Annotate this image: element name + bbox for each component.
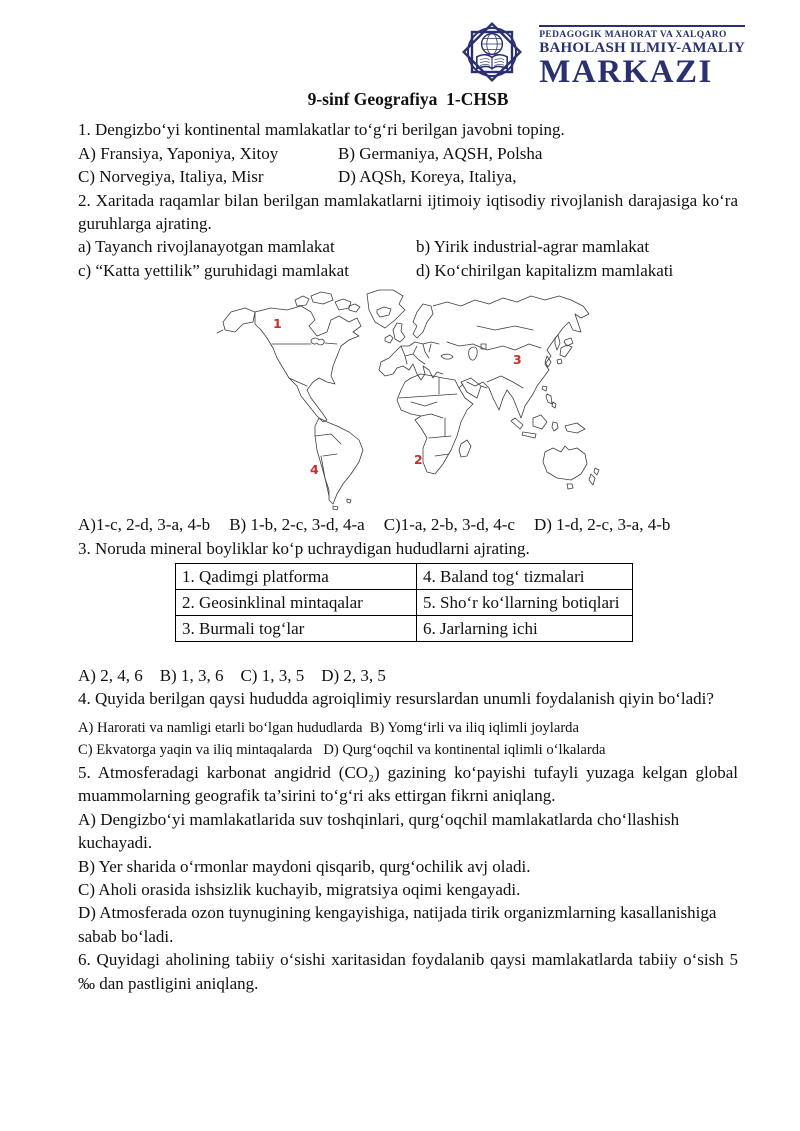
q5-option-a: A) Dengizbo‘yi mamlakatlarida suv toshqinlari, qurg‘oqchil mamlakatlarda cho‘llashish kuchayadi.	[78, 809, 680, 853]
q3-text: 3. Noruda mineral boyliklar ko‘p uchraydigan hududlarni ajrating.	[78, 538, 530, 558]
test-content	[78, 88, 738, 995]
q3-answer-c: C) 1, 3, 5	[240, 666, 305, 686]
q5-option-b: B) Yer sharida o‘rmonlar maydoni qisqarib, qurg‘ochilik avj oladi.	[78, 856, 531, 876]
table-row	[176, 564, 633, 590]
map-marker-2: 2	[414, 452, 423, 468]
q5-text: 5. Atmosferadagi karbonat angidrid (CO₂) gazining ko‘payishi tufayli yuzaga kelgan global muammolarning geografik ta’sirini to‘g‘ri aks ettirgan fikrni aniqlang.	[78, 762, 738, 806]
q3-cell-1: 1. Qadimgi platforma	[176, 564, 417, 590]
q2-option-d: d) Ko‘chirilgan kapitalizm mamlakati	[416, 260, 674, 280]
world-map-figure	[215, 286, 610, 511]
q1-option-d: D) AQSh, Koreya, Italiya,	[338, 167, 517, 187]
q2-options-row1	[78, 235, 738, 258]
q3-answer-b: B) 1, 3, 6	[159, 666, 224, 686]
q2-answer-d: D) 1-d, 2-c, 3-a, 4-b	[533, 515, 671, 535]
logo-line3: MARKAZI	[539, 54, 713, 91]
q4-options-line1: A) Harorati va namligi etarli bo‘lgan hududlarda B) Yomg‘irli va iliq iqlimli joylarda	[78, 719, 579, 736]
q3-answers-row	[78, 664, 738, 687]
q4-options-line2: C) Ekvatorga yaqin va iliq mintaqalarda D) Qurg‘oqchil va kontinental iqlimli o‘lkalarda	[78, 741, 606, 758]
q1-options-row1	[78, 142, 738, 165]
q5-option-d: D) Atmosferada ozon tuynugining kengayishiga, natijada tirik organizmlarning kasallanishiga sabab bo‘ladi.	[78, 903, 717, 946]
logo-line2: BAHOLASH ILMIY-AMALIY	[539, 40, 745, 57]
q3-cell-4: 4. Baland tog‘ tizmalari	[417, 564, 633, 590]
q2-answer-b: B) 1-b, 2-c, 3-d, 4-a	[229, 515, 365, 535]
q1-text: 1. Dengizbo‘yi kontinental mamlakatlar to‘g‘ri berilgan javobni toping.	[78, 120, 565, 140]
q2-option-b: b) Yirik industrial-agrar mamlakat	[416, 237, 650, 257]
q2-text: 2. Xaritada raqamlar bilan berilgan mamlakatlarni ijtimoiy iqtisodiy rivojlanish darajasiga ko‘ra guruhlarga ajrating.	[78, 190, 738, 234]
q1-option-b: B) Germaniya, AQSH, Polsha	[338, 143, 543, 163]
q5-option-c: C) Aholi orasida ishsizlik kuchayib, migratsiya oqimi kengayadi.	[78, 879, 521, 899]
q1-option-c: C) Norvegiya, Italiya, Misr	[78, 167, 264, 187]
q3-answer-d: D) 2, 3, 5	[321, 666, 386, 686]
q6-text: 6. Quyidagi aholining tabiiy o‘sishi xaritasidan foydalanib qaysi mamlakatlarda tabiiy o‘sish 5 ‰ dan pastligini aniqlang.	[78, 950, 738, 993]
logo-text-block	[539, 25, 745, 89]
q3-cell-5: 5. Sho‘r ko‘llarning botiqlari	[417, 590, 633, 616]
map-marker-3: 3	[513, 352, 522, 368]
map-marker-4: 4	[310, 462, 319, 478]
q3-cell-6: 6. Jarlarning ichi	[417, 616, 633, 642]
star-book-globe-emblem-icon	[450, 12, 534, 92]
q2-answers-row	[78, 513, 738, 536]
q2-option-c: c) “Katta yettilik” guruhidagi mamlakat	[78, 260, 349, 280]
logo-line1: PEDAGOGIK MAHORAT VA XALQARO	[539, 30, 727, 40]
table-row	[176, 590, 633, 616]
table-row	[176, 616, 633, 642]
q2-option-a: a) Tayanch rivojlanayotgan mamlakat	[78, 237, 335, 257]
q1-option-a: A) Fransiya, Yaponiya, Xitoy	[78, 143, 279, 163]
q1-options-row2	[78, 165, 738, 188]
q3-cell-2: 2. Geosinklinal mintaqalar	[176, 590, 417, 616]
q3-table	[175, 563, 633, 642]
q3-cell-3: 3. Burmali tog‘lar	[176, 616, 417, 642]
q2-options-row2	[78, 259, 738, 282]
q4-text: 4. Quyida berilgan qaysi hududda agroiqlimiy resurslardan unumli foydalanish qiyin bo‘ladi?	[78, 689, 714, 709]
q2-answer-c: C)1-a, 2-b, 3-d, 4-c	[383, 515, 515, 535]
q2-answer-a: A)1-c, 2-d, 3-a, 4-b	[78, 515, 211, 535]
markazi-logo	[450, 12, 745, 92]
q3-answer-a: A) 2, 4, 6	[78, 666, 143, 686]
map-marker-1: 1	[273, 316, 282, 332]
page-title: 9-sinf Geografiya 1-CHSB	[307, 89, 509, 109]
